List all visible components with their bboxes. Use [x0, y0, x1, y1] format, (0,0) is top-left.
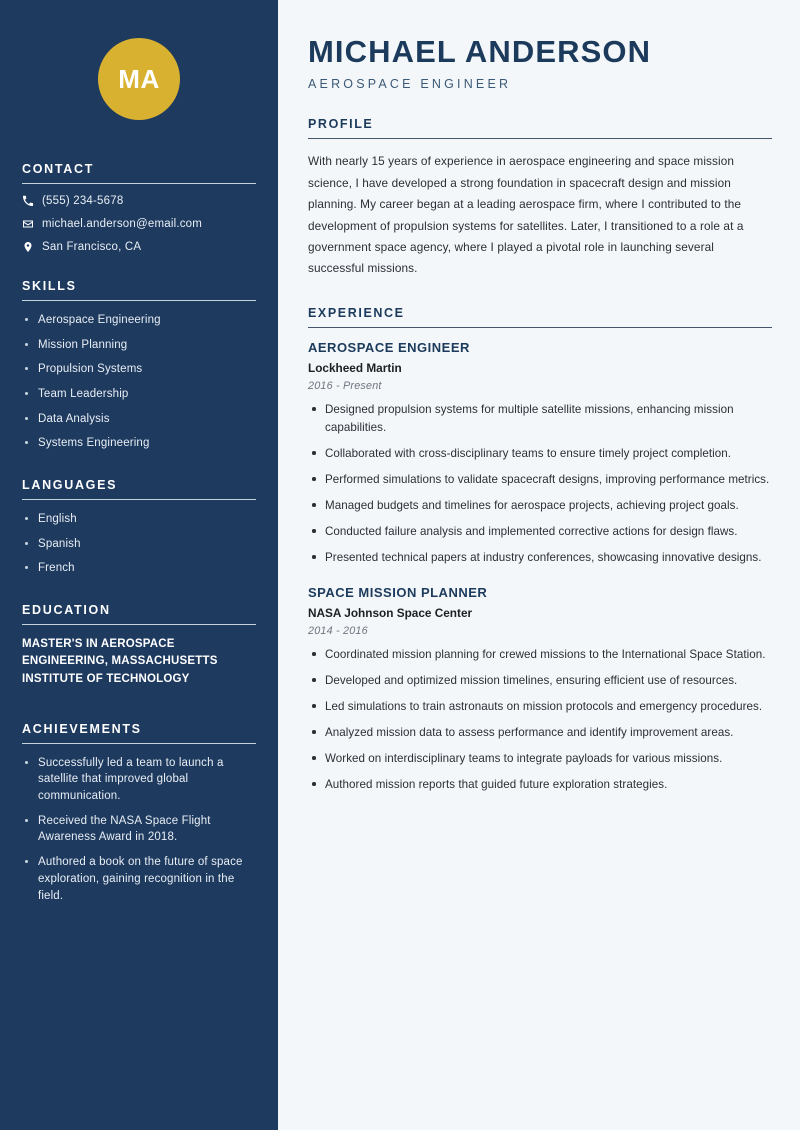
- list-item: Performed simulations to validate spacecraft designs, improving performance metrics.: [308, 471, 772, 489]
- section-experience: [308, 306, 772, 794]
- avatar: MA: [98, 38, 180, 120]
- job-bullet-list: [308, 401, 772, 567]
- list-item: Spanish: [22, 536, 256, 553]
- job-title: SPACE MISSION PLANNER: [308, 585, 488, 601]
- contact-divider: [22, 183, 256, 184]
- job-title: AEROSPACE ENGINEER: [308, 340, 470, 356]
- list-item: Systems Engineering: [22, 435, 256, 452]
- contact-item-location[interactable]: [22, 241, 256, 253]
- languages-list: [22, 511, 256, 577]
- languages-heading: LANGUAGES: [22, 478, 118, 493]
- list-item: Authored a book on the future of space exploration, gaining recognition in the field.: [22, 854, 256, 904]
- spacer: [22, 714, 256, 722]
- profile-heading: PROFILE: [308, 116, 374, 131]
- achievements-list: [22, 755, 256, 904]
- job-company: NASA Johnson Space Center: [308, 606, 473, 621]
- job-dates: 2016 - Present: [308, 380, 382, 393]
- job-role-subtitle: AEROSPACE ENGINEER: [308, 76, 512, 91]
- job-company: Lockheed Martin: [308, 361, 402, 376]
- profile-text: With nearly 15 years of experience in aerospace engineering and space mission science, I have developed a strong foundation in spacecraft design and mission planning. My career began at a leading aerospace firm, where I contributed to the development of propulsion systems for satellites. Later, I transitioned to a role at a government space agency, where I played a pivotal role in launching several successful missions.: [308, 154, 744, 276]
- experience-entry: [308, 340, 772, 567]
- sidebar-section-skills: [22, 279, 256, 452]
- main-content: [278, 0, 800, 1130]
- list-item: Coordinated mission planning for crewed missions to the International Space Station.: [308, 646, 772, 664]
- achievements-divider: [22, 743, 256, 744]
- contact-item-phone[interactable]: [22, 195, 256, 207]
- list-item: Conducted failure analysis and implemented corrective actions for design flaws.: [308, 523, 772, 541]
- profile-divider: [308, 138, 772, 140]
- list-item: Worked on interdisciplinary teams to integrate payloads for various missions.: [308, 750, 772, 768]
- list-item: Managed budgets and timelines for aerospace projects, achieving project goals.: [308, 497, 772, 515]
- section-profile: [308, 117, 772, 280]
- contact-phone-value: (555) 234-5678: [42, 195, 124, 207]
- contact-item-email[interactable]: [22, 218, 256, 230]
- envelope-icon: [22, 218, 42, 230]
- education-heading: EDUCATION: [22, 603, 111, 618]
- list-item: Team Leadership: [22, 386, 256, 403]
- list-item: Mission Planning: [22, 337, 256, 354]
- job-dates: 2014 - 2016: [308, 625, 368, 638]
- skills-list: [22, 312, 256, 452]
- contact-heading: CONTACT: [22, 162, 95, 176]
- avatar-container: [22, 0, 256, 162]
- list-item: Led simulations to train astronauts on mission protocols and emergency procedures.: [308, 698, 772, 716]
- sidebar: [0, 0, 278, 1130]
- languages-divider: [22, 499, 256, 500]
- list-item: Authored mission reports that guided future exploration strategies.: [308, 776, 772, 794]
- page-title: MICHAEL ANDERSON: [308, 34, 652, 69]
- experience-heading: EXPERIENCE: [308, 305, 405, 320]
- sidebar-section-achievements: [22, 722, 256, 904]
- contact-email-value: michael.anderson@email.com: [42, 218, 203, 230]
- list-item: French: [22, 560, 256, 577]
- location-pin-icon: [22, 241, 42, 253]
- sidebar-section-languages: [22, 478, 256, 577]
- skills-divider: [22, 300, 256, 301]
- list-item: Developed and optimized mission timelines, ensuring efficient use of resources.: [308, 672, 772, 690]
- list-item: Collaborated with cross-disciplinary teams to ensure timely project completion.: [308, 445, 772, 463]
- list-item: Received the NASA Space Flight Awareness Award in 2018.: [22, 813, 256, 846]
- experience-entry: [308, 585, 772, 794]
- contact-location-value: San Francisco, CA: [42, 241, 142, 253]
- list-item: Data Analysis: [22, 411, 256, 428]
- list-item: Presented technical papers at industry conferences, showcasing innovative designs.: [308, 549, 772, 567]
- list-item: Analyzed mission data to assess performance and identify improvement areas.: [308, 724, 772, 742]
- list-item: Successfully led a team to launch a satellite that improved global communication.: [22, 755, 256, 805]
- list-item: English: [22, 511, 256, 528]
- education-divider: [22, 624, 256, 625]
- list-item: Propulsion Systems: [22, 361, 256, 378]
- education-item: MASTER'S IN AEROSPACE ENGINEERING, MASSACHUSETTS INSTITUTE OF TECHNOLOGY: [22, 638, 218, 685]
- sidebar-section-contact: [22, 162, 256, 253]
- phone-icon: [22, 195, 42, 207]
- list-item: Aerospace Engineering: [22, 312, 256, 329]
- job-bullet-list: [308, 646, 772, 794]
- skills-heading: SKILLS: [22, 279, 77, 293]
- experience-divider: [308, 327, 772, 329]
- achievements-heading: ACHIEVEMENTS: [22, 721, 142, 736]
- list-item: Designed propulsion systems for multiple satellite missions, enhancing mission capabilities.: [308, 401, 772, 437]
- sidebar-section-education: [22, 603, 256, 688]
